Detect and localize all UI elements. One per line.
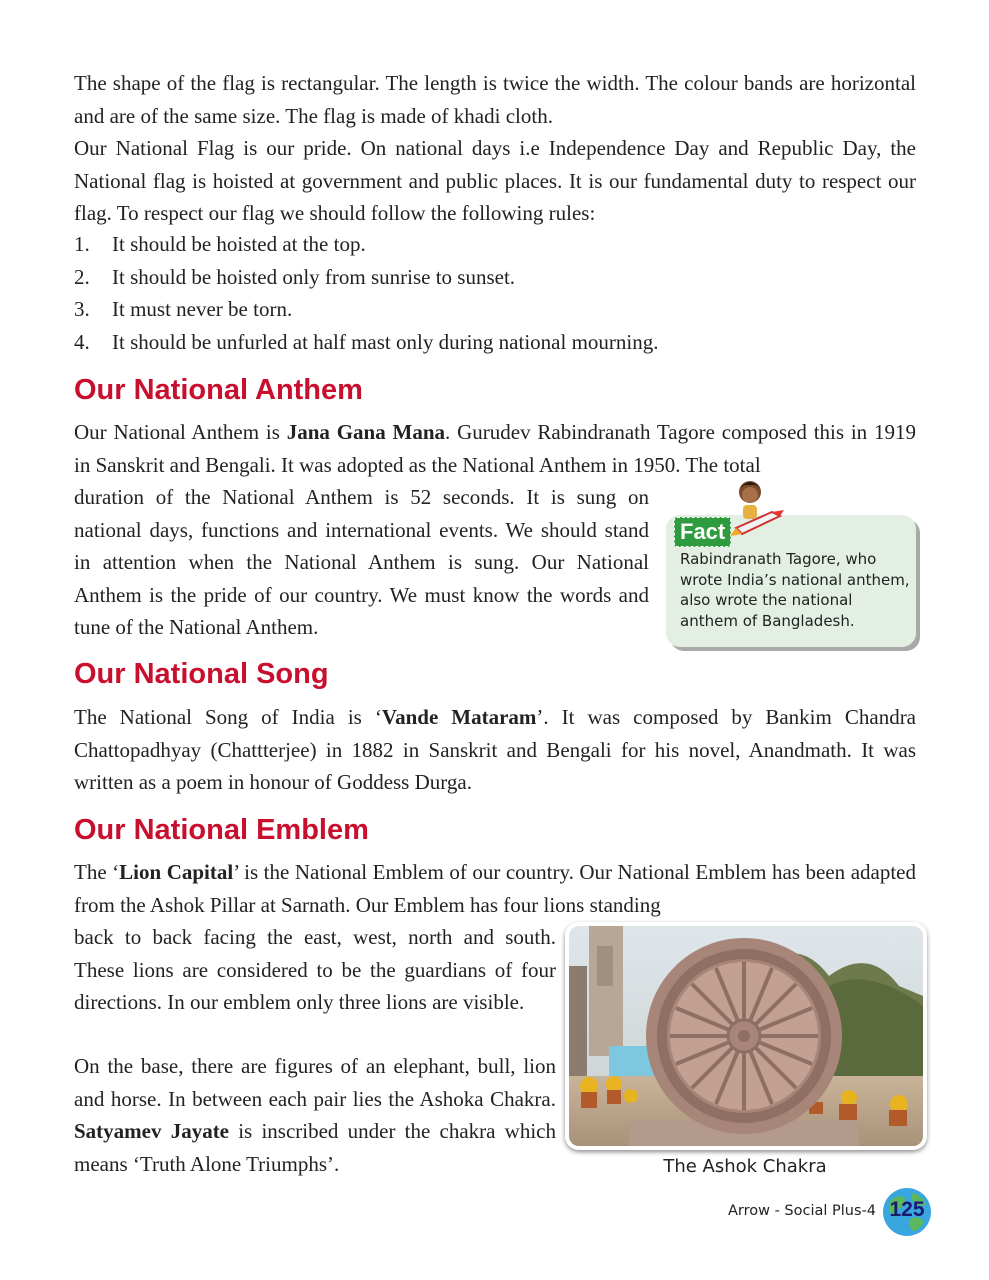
- anthem-paragraph-2: duration of the National Anthem is 52 seconds. It is sung on national days, functions and international events. We should stand in attention when the National Anthem is sung. Our National Anthem is the pride of our country. We must know the words and tune of the National Anthem.: [74, 485, 649, 639]
- emblem-paragraph-2: back to back facing the east, west, north and south. These lions are considered to be the guardians of four directions. In our emblem only three lions are visible.: [74, 925, 556, 1014]
- anthem-heading: Our National Anthem: [74, 374, 363, 406]
- song-paragraph: The National Song of India is ‘Vande Mataram’. It was composed by Bankim Chandra Chattopadhyay (Chattterjee) in 1882 in Sanskrit and Bengali for his novel, Anandmath. It was written as a poem in honour of Goddess Durga.: [74, 705, 917, 794]
- ashok-chakra-photo: [565, 922, 927, 1150]
- flag-paragraph-1: The shape of the flag is rectangular. The length is twice the width. The colour bands are horizontal and are of the same size. The flag is made of khadi cloth.: [74, 71, 916, 128]
- emblem-paragraph-1: The ‘Lion Capital’ is the National Emblem of our country. Our National Emblem has been adapted from the Ashok Pillar at Sarnath. Our Emblem has four lions standing: [74, 860, 916, 917]
- flag-paragraph-2: Our National Flag is our pride. On national days i.e Independence Day and Republic Day, the National flag is hoisted at government and public places. It is our fundamental duty to respect our flag. To respect our flag we should follow the following rules:: [74, 136, 916, 225]
- song-heading: Our National Song: [74, 658, 329, 690]
- emblem-paragraph-3: On the base, there are figures of an elephant, bull, lion and horse. In between each pair lies the Ashoka Chakra. Satyamev Jayate is inscribed under the chakra which means ‘Truth Alone Triumphs’.: [74, 1054, 556, 1176]
- page-number: 125: [889, 1198, 925, 1221]
- emblem-heading: Our National Emblem: [74, 814, 369, 846]
- fact-tag: Fact: [674, 517, 731, 547]
- book-title: Arrow - Social Plus-4: [727, 1203, 876, 1219]
- kid-on-rocket-icon: [728, 478, 788, 540]
- fact-text: Rabindranath Tagore, who wrote India’s national anthem, also wrote the national anthem of Bangladesh.: [680, 550, 910, 630]
- textbook-page: The shape of the flag is rectangular. The length is twice the width. The colour bands are horizontal and are of the same size. The flag is made of khadi cloth. Our National Flag is our pride. On national days i.e Independence Day and Republic Day, the National flag is hoisted at government and public places. It is our fundamental duty to respect our flag. To respect our flag we should follow the following rules: 1. It should be hoisted at the top. 2. It should be hoisted only from sunrise to sunset. 3. It must never be torn. 4. It should be unfurled at half mast only during national mourning. Our National Anthem Our National Anthem is Jana Gana Mana. Gurudev Rabindranath Tagore composed this in 1919 in Sanskrit and Bengali. It was adopted as the National Anthem in 1950. The total duration of the National Anthem is 52 seconds. It is sung on national days, functions and international events. We should stand in attention when the National Anthem is sung. Our National Anthem is the pride of our country. We must know the words and tune of the National Anthem. Fact Rabindranath Tagore, who wrote India’s national anthem, also wrote the national anthem of Bangladesh. Our National Song The National Song of India is ‘Vande Mataram’. It was composed by Bankim Chandra Chattopadhyay (Chattterjee) in 1882 in Sanskrit and Bengali for his novel, Anandmath. It was written as a poem in honour of Goddess Durga. Our National Emblem The ‘Lion Capital’ is the National Emblem of our country. Our National Emblem has been adapted from the Ashok Pillar at Sarnath. Our Emblem has four lions standing back to back facing the east, west, north and south. These lions are considered to be the guardians of four directions. In our emblem only three lions are visible. On the base, there are figures of an elephant, bull, lion and horse. In between each pair lies the Ashoka Chakra. Satyamev Jayate is inscribed under the chakra which means ‘Truth Alone Triumphs’. The Ashok Chakra Arrow - Social Plus-4 125: [0, 0, 989, 1280]
- photo-caption: The Ashok Chakra: [663, 1156, 827, 1177]
- anthem-paragraph-1: Our National Anthem is Jana Gana Mana. Gurudev Rabindranath Tagore composed this in 1919 in Sanskrit and Bengali. It was adopted as the National Anthem in 1950. The total: [74, 420, 916, 477]
